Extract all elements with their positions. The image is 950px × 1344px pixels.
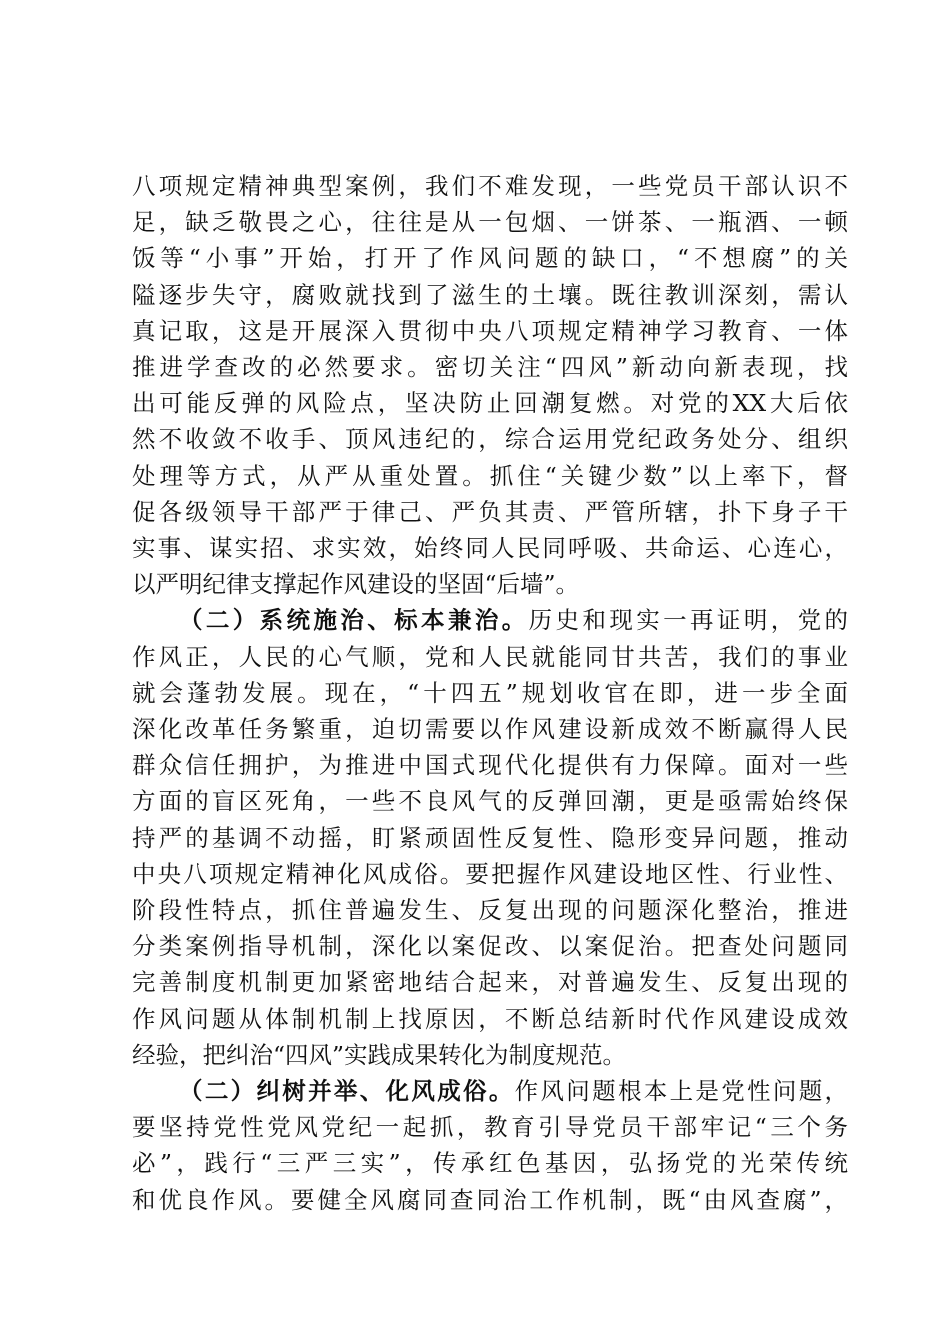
text-line: 中央八项规定精神化风成俗。要把握作风建设地区性、行业性、 xyxy=(132,859,848,888)
text-line: 完善制度机制更加紧密地结合起来，对普遍发生、反复出现的 xyxy=(132,968,848,997)
text-line: 就会蓬勃发展。现在，“十四五”规划收官在即，进一步全面 xyxy=(132,678,848,707)
text-line: 以严明纪律支撑起作风建设的坚固“后墙”。 xyxy=(132,570,580,599)
text-line: 推进学查改的必然要求。密切关注“四风”新动向新表现，找 xyxy=(132,353,848,382)
text-line: 和优良作风。要健全风腐同查同治工作机制，既“由风查腐”， xyxy=(132,1185,848,1214)
paragraph-1 xyxy=(132,168,848,602)
text-line: 促各级领导干部严于律己、严负其责、严管所辖，扑下身子干 xyxy=(132,497,848,526)
text-line: 持严的基调不动摇，盯紧顽固性反复性、隐形变异问题，推动 xyxy=(132,823,848,852)
text-line: 经验，把纠治“四风”实践成果转化为制度规范。 xyxy=(132,1040,627,1069)
text-line: 八项规定精神典型案例，我们不难发现，一些党员干部认识不 xyxy=(132,172,848,200)
section-heading: （二）系统施治、标本兼治。 xyxy=(179,606,529,635)
text-line: 隘逐步失守，腐败就找到了滋生的土壤。既往教训深刻，需认 xyxy=(132,280,848,309)
text-line: 分类案例指导机制，深化以案促改、以案促治。把查处问题同 xyxy=(132,932,848,961)
text-line: 阶段性特点，抓住普遍发生、反复出现的问题深化整治，推进 xyxy=(132,896,848,925)
text-line: 足，缺乏敬畏之心，往往是从一包烟、一饼茶、一瓶酒、一顿 xyxy=(132,208,848,237)
text-line: 出可能反弹的风险点，坚决防止回潮复燃。对党的XX大后依 xyxy=(132,389,848,418)
text-line: 饭等“小事”开始，打开了作风问题的缺口，“不想腐”的关 xyxy=(132,244,848,273)
section-heading: （二）纠树并举、化风成俗。 xyxy=(179,1077,515,1106)
paragraph-2 xyxy=(132,602,848,1073)
text-line: 深化改革任务繁重，迫切需要以作风建设新成效不断赢得人民 xyxy=(132,715,848,744)
text-line: 处理等方式，从严从重处置。抓住“关键少数”以上率下，督 xyxy=(132,461,848,490)
text-line: 然不收敛不收手、顶风违纪的，综合运用党纪政务处分、组织 xyxy=(132,425,848,454)
text-line xyxy=(132,602,848,638)
paragraph-3 xyxy=(132,1073,848,1218)
text-line xyxy=(132,1073,848,1109)
text-line: 作风问题从体制机制上找原因，不断总结新时代作风建设成效 xyxy=(132,1004,848,1033)
text-run: 作风问题根本上是党性问题， xyxy=(514,1077,849,1106)
text-line: 要坚持党性党风党纪一起抓，教育引导党员干部牢记“三个务 xyxy=(132,1113,848,1142)
document-body xyxy=(132,168,848,1218)
text-line: 群众信任拥护，为推进中国式现代化提供有力保障。面对一些 xyxy=(132,751,848,780)
text-line: 必”，践行“三严三实”，传承红色基因，弘扬党的光荣传统 xyxy=(132,1149,848,1178)
text-run: 历史和现实一再证明，党的 xyxy=(528,606,849,635)
text-line: 作风正，人民的心气顺，党和人民就能同甘共苦，我们的事业 xyxy=(132,642,848,671)
text-line: 方面的盲区死角，一些不良风气的反弹回潮，更是亟需始终保 xyxy=(132,787,848,816)
text-line: 实事、谋实招、求实效，始终同人民同呼吸、共命运、心连心， xyxy=(132,534,848,563)
text-line: 真记取，这是开展深入贯彻中央八项规定精神学习教育、一体 xyxy=(132,316,848,345)
